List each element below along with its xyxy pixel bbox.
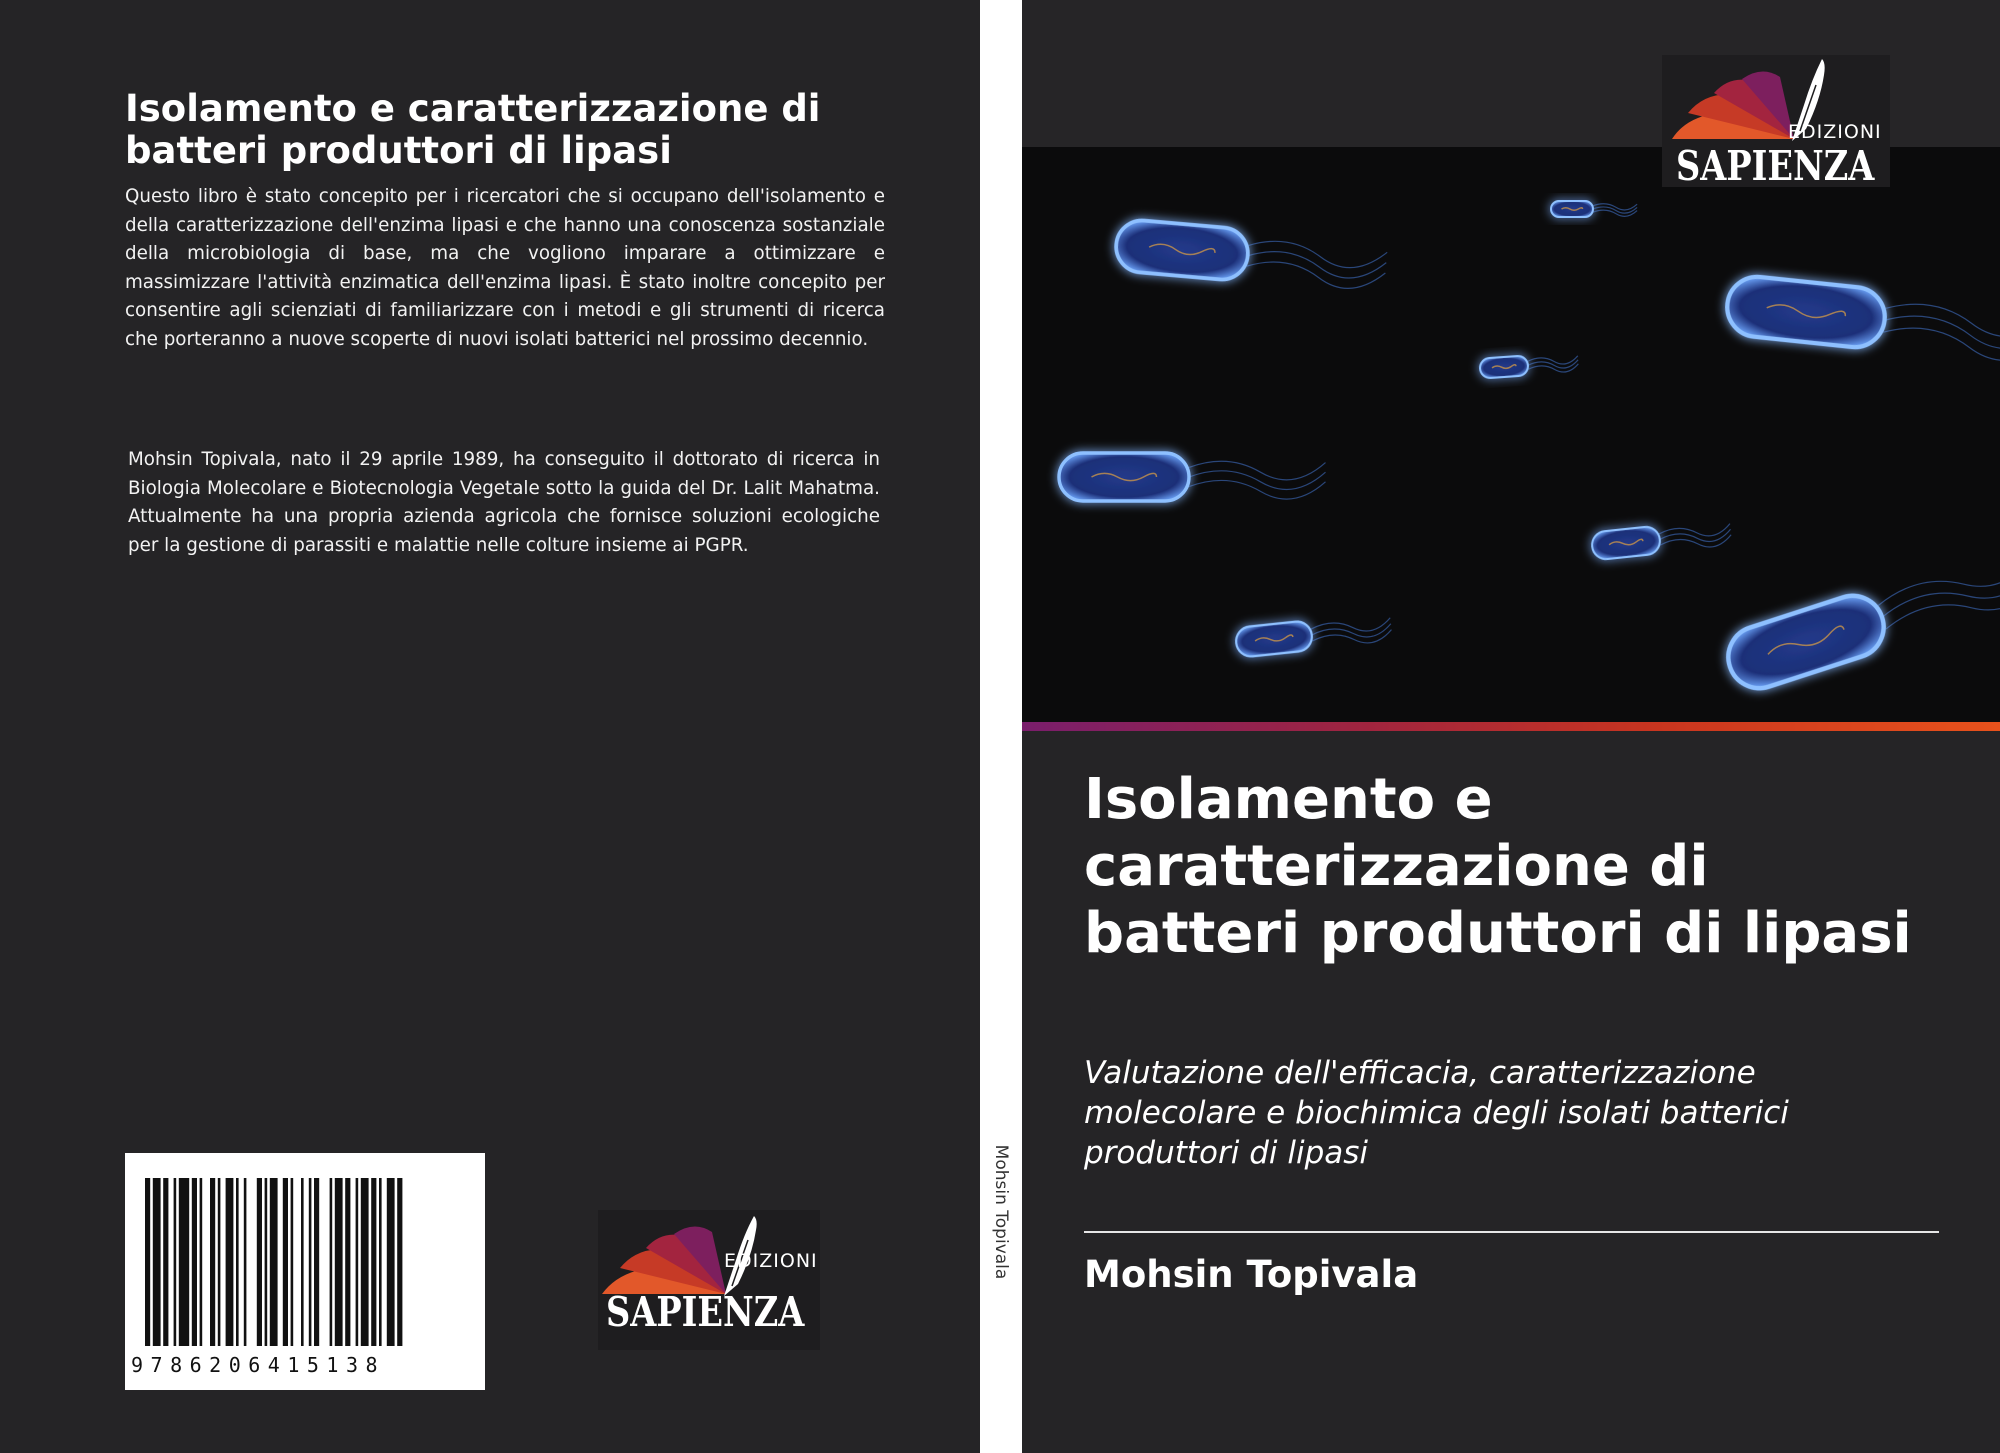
back-cover-blurb: Questo libro è stato concepito per i ricercatori che si occupano dell'isolamento e della caratterizzazione dell'enzima lipasi e che hanno una conoscenza sostanziale della microbiologia di base, ma che vogliono imparare a ottimizzare e massimizzare l'attività enzimatica dell'enzima lipasi. È stato inoltre concepito per consentire agli scienziati di familiarizzare con i metodi e gli strumenti di ricerca che porteranno a nuove scoperte di nuovi isolati batterici nel prossimo decennio. [125, 186, 885, 350]
barcode-digits: 9786206415138 [131, 1353, 386, 1377]
front-cover-subtitle: Valutazione dell'efficacia, caratterizzazione molecolare e biochimica degli isolati batterici produttori di lipasi [1084, 1055, 1789, 1171]
front-cover [1022, 0, 2000, 1453]
spine [980, 0, 1022, 1453]
author-divider [1084, 1231, 1939, 1233]
publisher-name: SAPIENZA [1676, 142, 1875, 190]
back-cover-title: Isolamento e caratterizzazione di batteri produttori di lipasi [125, 87, 821, 172]
publisher-name: SAPIENZA [606, 1288, 805, 1336]
author-bio: Mohsin Topivala, nato il 29 aprile 1989, ha conseguito il dottorato di ricerca in Biologia Molecolare e Biotecnologia Vegetale sotto la guida del Dr. Lalit Mahatma. Attualmente ha una propria azienda agricola che fornisce soluzioni ecologiche per la gestione di parassiti e malattie nelle colture insieme ai PGPR. [128, 449, 880, 556]
isbn-barcode [125, 1153, 485, 1390]
front-cover-title: Isolamento e caratterizzazione di batteri produttori di lipasi [1084, 767, 1912, 966]
barcode-bars [145, 1178, 465, 1346]
publisher-logo-back [598, 1210, 820, 1350]
publisher-imprint: EDIZIONI [724, 1250, 818, 1272]
spine-author: Mohsin Topivala [991, 1144, 1011, 1280]
bacteria-cover-image [1022, 147, 2000, 722]
accent-gradient-line [1022, 722, 2000, 731]
publisher-logo-front [1662, 55, 1890, 190]
back-cover [0, 0, 980, 1453]
publisher-imprint: EDIZIONI [1788, 121, 1882, 143]
front-cover-author: Mohsin Topivala [1084, 1253, 1419, 1296]
